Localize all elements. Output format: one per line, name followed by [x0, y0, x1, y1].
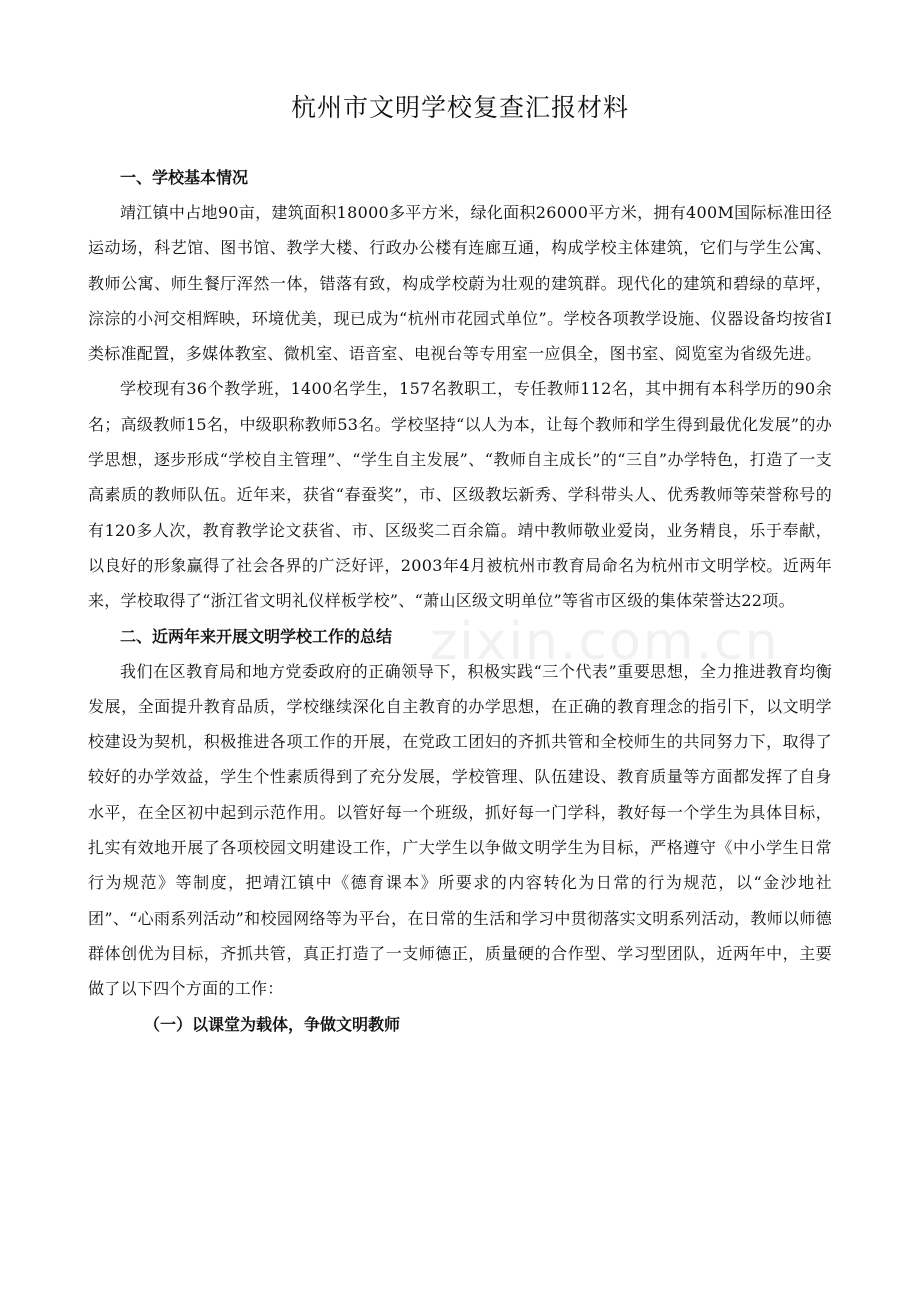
section-heading-basic-info: 一、学校基本情况 — [120, 168, 249, 187]
section-heading-summary: 二、近两年来开展文明学校工作的总结 — [120, 626, 393, 646]
document-page — [88, 90, 832, 1042]
paragraph: 靖江镇中占地90亩，建筑面积18000多平方米，绿化面积26000平方米，拥有400M国际标准田径运动场，科艺馆、图书馆、教学大楼、行政办公楼有连廊互通，构成学校主体建筑，它们与学生公寓、教师公寓、师生餐厅浑然一体，错落有致，构成学校蔚为壮观的建筑群。现代化的建筑和碧绿的草坪，淙淙的小河交相辉映，环境优美，现已成为“杭州市花园式单位”。学校各项教学设施、仪器设备均按省Ⅰ类标准配置，多媒体教室、微机室、语音室、电视台等专用室一应俱全，图书室、阅览室为省级先进。 — [88, 203, 832, 364]
sub-heading-classroom: （一）以课堂为载体，争做文明教师 — [144, 1014, 401, 1034]
paragraph: 我们在区教育局和地方党委政府的正确领导下，积极实践“三个代表”重要思想，全力推进教育均衡发展，全面提升教育品质，学校继续深化自主教育的办学思想，在正确的教育理念的指引下，以文明学校建设为契机，积极推进各项工作的开展，在党政工团妇的齐抓共管和全校师生的共同努力下，取得了较好的办学效益，学生个性素质得到了充分发展，学校管理、队伍建设、教育质量等方面都发挥了自身水平，在全区初中起到示范作用。以管好每一个班级，抓好每一门学科，教好每一个学生为具体目标，扎实有效地开展了各项校园文明建设工作，广大学生以争做文明学生为目标，严格遵守《中小学生日常行为规范》等制度，把靖江镇中《德育课本》所要求的内容转化为日常的行为规范，以“金沙地社团”、“心雨系列活动”和校园网络等为平台，在日常的生活和学习中贯彻落实文明系列活动，教师以师德群体创优为目标，齐抓共管，真正打造了一支师德正，质量硬的合作型、学习型团队，近两年中，主要做了以下四个方面的工作： — [88, 661, 832, 999]
paragraph: 学校现有36个教学班，1400名学生，157名教职工，专任教师112名，其中拥有本科学历的90余名；高级教师15名，中级职称教师53名。学校坚持“以人为本，让每个教师和学生得到最优化发展”的办学思想，逐步形成“学校自主管理”、“学生自主发展”、“教师自主成长”的“三自”办学特色，打造了一支高素质的教师队伍。近年来，获省“春蚕奖”，市、区级教坛新秀、学科带头人、优秀教师等荣誉称号的有120多人次，教育教学论文获省、市、区级奖二百余篇。靖中教师敬业爱岗，业务精良，乐于奉献，以良好的形象赢得了社会各界的广泛好评，2003年4月被杭州市教育局命名为杭州市文明学校。近两年来，学校取得了“浙江省文明礼仪样板学校”、“萧山区级文明单位”等省市区级的集体荣誉达22项。 — [88, 379, 832, 611]
watermark: zixin.com.cn — [430, 612, 780, 672]
document-title: 杭州市文明学校复查汇报材料 — [290, 93, 629, 122]
